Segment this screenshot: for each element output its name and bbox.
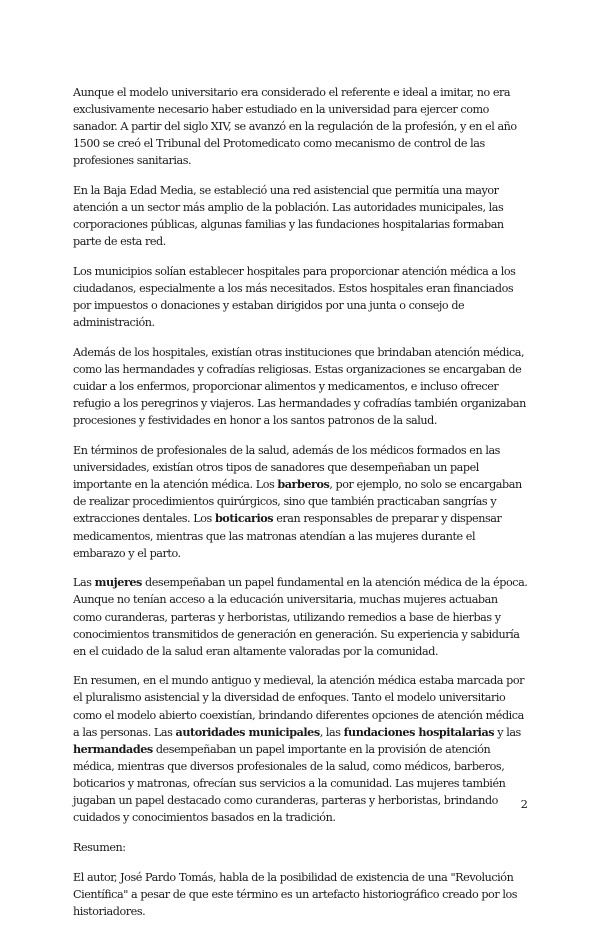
paragraph (73, 442, 529, 562)
paragraph (73, 574, 529, 659)
paragraph (73, 182, 529, 250)
paragraph-text: En la Baja Edad Media, se estableció una red asistencial que permitía una mayor atención a un sector más amplio de la población. Las autoridades municipales, las corporaciones públicas, algunas familias y las fundaciones hospitalarias formaban parte de esta red. (73, 184, 504, 249)
paragraph-text: Resumen: (73, 840, 126, 854)
bold-term: barberos (277, 477, 330, 492)
paragraph (73, 672, 529, 826)
paragraph-text: desempeñaban un papel importante en la provisión de atención médica, mientras que diversos profesionales de la salud, como médicos, barberos, boticarios y matronas, ofrecían sus servicios a la comunidad. Las mujeres también jugaban un papel destacado como curanderas, parteras y herboristas, brindando cuidados y conocimientos basados en la tradición. (73, 742, 506, 825)
paragraph-text: y las (494, 725, 521, 739)
paragraph-text: desempeñaban un papel fundamental en la atención médica de la época. Aunque no tenían acceso a la educación universitaria, muchas mujeres actuaban como curanderas, parteras y herboristas, utilizando remedios a base de hierbas y conocimientos transmitidos de generación en generación. Su experiencia y sabiduría en el cuidado de la salud eran altamente valoradas por la comunidad. (73, 576, 528, 658)
paragraph (73, 84, 529, 169)
paragraph-text: En resumen, en el mundo antiguo y medieval, la atención médica estaba marcada por el pluralismo asistencial y la diversidad de enfoques. Tanto el modelo universitario como el modelo abierto coexistían, brindando diferentes opciones de atención médica a las personas. Las (73, 674, 525, 739)
page-number: 2 (520, 797, 528, 811)
bold-term: hermandades (73, 741, 153, 756)
paragraph-text: Los municipios solían establecer hospitales para proporcionar atención médica a los ciudadanos, especialmente a los más necesitados. Estos hospitales eran financiados por impuestos o donaciones y estaban dirigidos por una junta o consejo de administración. (73, 265, 516, 330)
paragraph-text: , por ejemplo, no solo se encargaban de realizar procedimientos quirúrgicos, sino que también practicaban sangrías y extracciones dentales. Los (73, 478, 522, 526)
paragraph (73, 263, 529, 331)
paragraph (73, 839, 529, 856)
paragraph-text: El autor, José Pardo Tomás, habla de la posibilidad de existencia de una "Revolución Científica" a pesar de que este término es un artefacto historiográfico creado por los historiadores. (73, 870, 518, 918)
paragraph (73, 869, 529, 920)
document-body (73, 84, 529, 932)
paragraph-text: En términos de profesionales de la salud, además de los médicos formados en las universidades, existían otros tipos de sanadores que desempeñaban un papel importante en la atención médica. Los (73, 444, 500, 492)
paragraph (73, 344, 529, 429)
paragraph-text: eran responsables de preparar y dispensar medicamentos, mientras que las matronas atendían a las mujeres durante el embarazo y el parto. (73, 512, 502, 560)
bold-term: boticarios (214, 511, 274, 526)
paragraph-text: , las (319, 725, 344, 739)
bold-term: fundaciones hospitalarias (343, 724, 495, 739)
paragraph-text: Además de los hospitales, existían otras instituciones que brindaban atención médica, como las hermandades y cofradías religiosas. Estas organizaciones se encargaban de cuidar a los enfermos, proporcionar alimentos y medicamentos, e incluso ofrecer refugio a los peregrinos y viajeros. Las hermandades y cofradías también organizaban procesiones y festividades en honor a los santos patronos de la salud. (73, 346, 526, 428)
paragraph-text: Las (73, 576, 95, 590)
paragraph-text: Aunque el modelo universitario era considerado el referente e ideal a imitar, no era exclusivamente necesario haber estudiado en la universidad para ejercer como sanador. A partir del siglo XIV, se avanzó en la regulación de la profesión, y en el año 1500 se creó el Tribunal del Protomedicato como mecanismo de control de las profesiones sanitarias. (73, 86, 517, 168)
bold-term: mujeres (94, 575, 142, 590)
bold-term: autoridades municipales (175, 724, 320, 739)
